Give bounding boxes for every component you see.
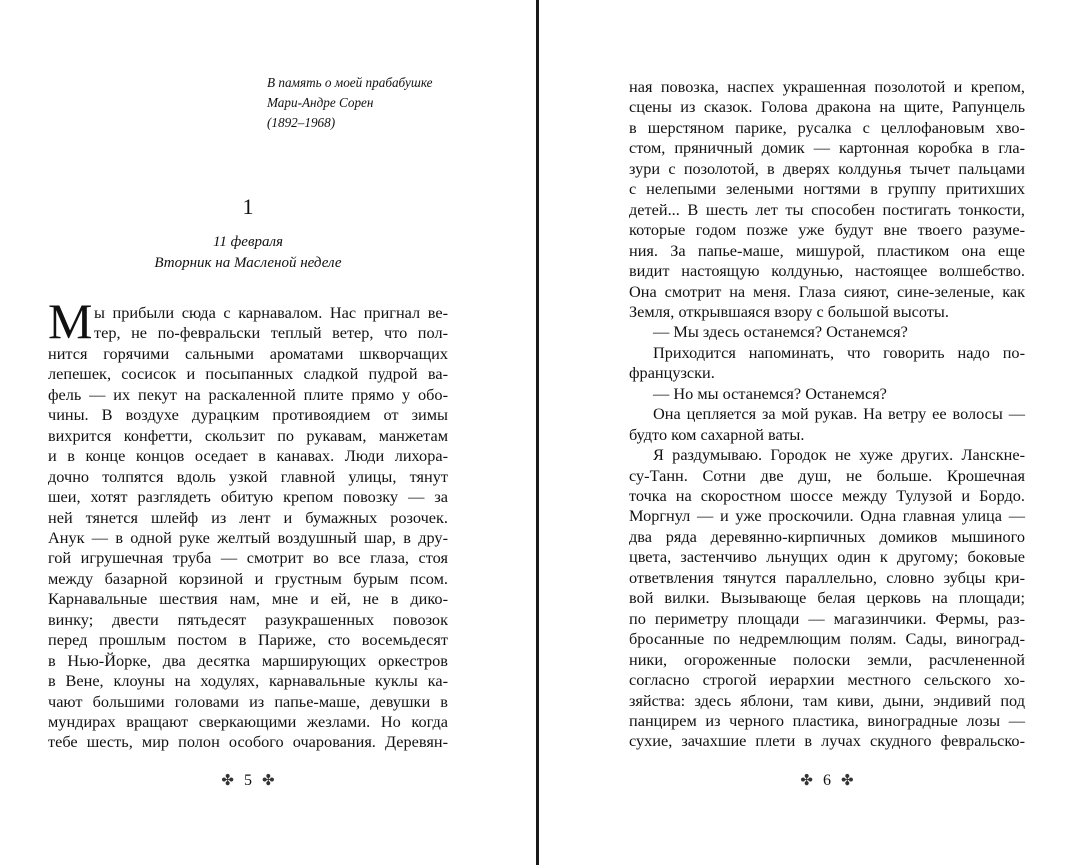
text-line: будто ком сахарной ваты. <box>629 424 805 444</box>
text-line: нится горячими сальными ароматами шкворчащих <box>48 343 448 363</box>
text-line: Приходится напоминать, что говорить надо по- <box>653 342 1025 362</box>
text-line: зяйства: здесь яблони, там киви, дыни, эндивий под <box>629 690 1025 710</box>
dedication-line: Мари-Андре Сорен <box>267 95 374 110</box>
text-line: фель — их пекут на раскаленной плите прямо у обо- <box>48 384 448 404</box>
text-line: — Мы здесь останемся? Останемся? <box>653 322 908 342</box>
text-line: сухие, зачахшие плети в лучах скудного февральско- <box>629 731 1025 751</box>
text-line: Я раздумываю. Городок не хуже других. Ланскне- <box>653 445 1025 465</box>
text-line: детей... В шесть лет ты способен постигать тонкости, <box>629 199 1025 219</box>
text-line: вой вилки. Вызывающе белая церковь на площади; <box>629 588 1025 608</box>
text-line: цвета, застенчиво льнущих один к другому; боковые <box>629 547 1025 567</box>
text-line: французски. <box>629 363 715 383</box>
dedication-line: В память о моей прабабушке <box>267 75 433 90</box>
text-line: мундирах вращают сверкающими жезлами. Но когда <box>48 712 448 731</box>
text-line: с нелепыми зелеными ногтями в группу притихших <box>629 179 1025 199</box>
ornament-icon: ✤ <box>800 773 813 789</box>
text-line: зури с позолотой, в дверях колдунья тычет пальцами <box>629 158 1025 178</box>
book-spine <box>536 0 539 865</box>
text-line: стом, пряничный домик — картонная коробка в гла- <box>629 138 1025 158</box>
text-line: ней тянется шлейф из лент и бумажных розочек. <box>48 507 448 527</box>
text-line: — Но мы останемся? Останемся? <box>653 383 887 403</box>
drop-cap: М <box>48 293 93 349</box>
text-line: Она цепляется за мой рукав. На ветру ее волосы — <box>653 404 1025 424</box>
text-line: чины. В воздухе дурацким противоядием от зимы <box>48 405 448 425</box>
text-line: и в конце концов оседает в канавах. Люди лихора- <box>48 446 448 466</box>
text-line: шеи, хотят разглядеть обитую крепом повозку — за <box>48 487 448 507</box>
text-line: ники, огороженные полоски земли, расчлененной <box>629 649 1025 669</box>
ornament-icon: ✤ <box>262 773 275 789</box>
page-footer <box>629 770 1025 792</box>
text-line: Моргнул — и уже проскочили. Одна главная улица — <box>629 506 1025 526</box>
page-footer <box>48 770 448 792</box>
text-line: по периметру площади — магазинчики. Фермы, раз- <box>629 608 1025 628</box>
right-page <box>629 0 1025 865</box>
text-line: ния. За папье-маше, мишурой, пластиком она еще <box>629 240 1025 260</box>
ornament-icon: ✤ <box>221 773 234 789</box>
chapter-number: 1 <box>242 194 254 219</box>
text-line: между базарной корзиной и грустным бурым псом. <box>48 568 448 588</box>
text-line: ответвления тянутся параллельно, словно зубцы кри- <box>629 567 1025 587</box>
text-line: перед прошлым постом в Париже, сто восемьдесят <box>48 630 448 650</box>
text-line: бросанные по недремлющим полям. Сады, виноград- <box>629 629 1025 649</box>
text-line: панцирем из черного пластика, виноградные лозы — <box>629 710 1025 730</box>
text-line: вихрится конфетти, скользит по рукавам, манжетам <box>48 425 448 445</box>
text-line: Карнавальные шествия нам, мне и ей, не в дико- <box>48 589 448 609</box>
text-line: которые годом позже уже будут вне твоего разуме- <box>629 220 1025 240</box>
text-line: в Вене, клоуны на ходулях, карнавальные куклы ка- <box>48 671 448 691</box>
chapter-date: 11 февраля <box>213 234 283 250</box>
page-number: 5 <box>244 772 252 789</box>
text-line: сцены из сказок. Голова дракона на щите, Рапунцель <box>629 97 1025 117</box>
text-line: тер, не по-февральски теплый ветер, что пол- <box>94 323 448 343</box>
text-line: Анук — в одной руке желтый воздушный шар, в дру- <box>48 527 448 547</box>
text-line: ы прибыли сюда с карнавалом. Нас пригнал ве- <box>94 303 448 322</box>
text-line: в Нью-Йорке, два десятка марширующих оркестров <box>48 650 448 670</box>
page-number: 6 <box>823 772 831 789</box>
text-line: винку; двести пятьдесят разукрашенных повозок <box>48 609 448 629</box>
text-line: гой игрушечная труба — смотрит во все глаза, стоя <box>48 548 448 568</box>
text-line: лепешек, сосисок и посыпанных сладкой пудрой ва- <box>48 364 448 384</box>
text-line: чают большими головами из папье-маше, девушки в <box>48 691 448 711</box>
text-line: в шерстяном парике, русалка с целлофановым хво- <box>629 117 1025 137</box>
text-line: ная повозка, наспех украшенная позолотой и крепом, <box>629 77 1025 96</box>
text-line: согласно строгой иерархии местного сельского хо- <box>629 670 1025 690</box>
text-line: Земля, открывшаяся взору с большой высоты. <box>629 301 949 321</box>
text-line: су-Танн. Сотни две душ, не больше. Крошечная <box>629 465 1025 485</box>
text-line: тебе шесть, мир полон особого очарования. Деревян- <box>48 732 448 752</box>
text-line: точка на скоростном шоссе между Тулузой и Бордо. <box>629 486 1025 505</box>
text-line: видит настоящую колдунью, настоящее волшебство. <box>629 261 1025 281</box>
text-line: два ряда деревянно-кирпичных домиков мышиного <box>629 526 1025 546</box>
text-line: дочно толпятся вдоль узкой главной улицы, тянут <box>48 466 448 486</box>
text-line: Она смотрит на меня. Глаза сияют, сине-зеленые, как <box>629 281 1025 301</box>
dedication-line: (1892–1968) <box>267 115 336 130</box>
chapter-subtitle: Вторник на Масленой неделе <box>154 255 342 271</box>
left-page <box>48 0 448 865</box>
dedication <box>267 73 433 133</box>
ornament-icon: ✤ <box>841 773 854 789</box>
